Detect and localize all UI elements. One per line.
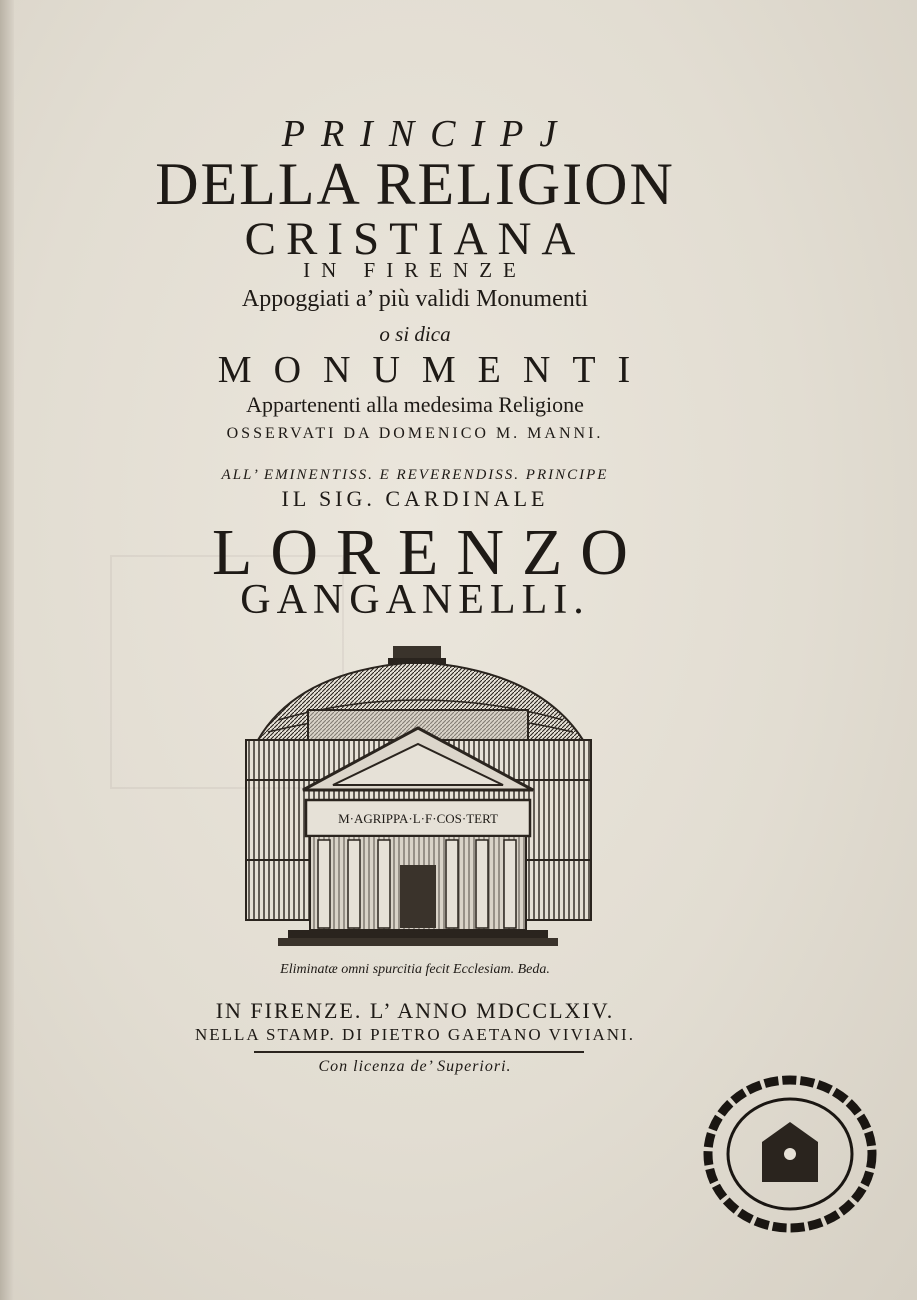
- title-della-religion: DELLA RELIGION: [155, 151, 675, 217]
- imprint-place-year: IN FIRENZE. L’ ANNO MDCCLXIV.: [215, 998, 615, 1023]
- dedicatee-title: IL SIG. CARDINALE: [281, 486, 549, 511]
- dedicatee-surname: GANGANELLI.: [240, 577, 590, 623]
- subtitle-appartenenti: Appartenenti alla medesima Religione: [246, 392, 584, 417]
- pantheon-woodcut: [238, 640, 598, 955]
- woodcut-inscription: M·AGRIPPA·L·F·COS·TERT: [338, 811, 498, 826]
- license-line: Con licenza de’ Superiori.: [318, 1058, 512, 1075]
- dedicatee-first-name: LORENZO: [212, 516, 646, 589]
- title-principj: PRINCIPJ: [281, 113, 573, 155]
- subtitle-o-si-dica: o si dica: [379, 322, 451, 346]
- title-cristiana: CRISTIANA: [244, 213, 586, 265]
- imprint-rule: [254, 1051, 584, 1053]
- imprint-printer: NELLA STAMP. DI PIETRO GAETANO VIVIANI.: [195, 1025, 635, 1044]
- library-stamp: [700, 1072, 880, 1237]
- title-monumenti: MONUMENTI: [217, 349, 653, 391]
- dedication-line: ALL’ EMINENTISS. E REVERENDISS. PRINCIPE: [221, 467, 609, 483]
- motto: Eliminatæ omni spurcitia fecit Ecclesiam. Beda.: [280, 962, 550, 977]
- author-line: OSSERVATI DA DOMENICO M. MANNI.: [226, 425, 604, 442]
- subtitle-appoggiati: Appoggiati a’ più validi Monumenti: [241, 286, 589, 312]
- title-in-firenze: IN FIRENZE: [303, 258, 527, 282]
